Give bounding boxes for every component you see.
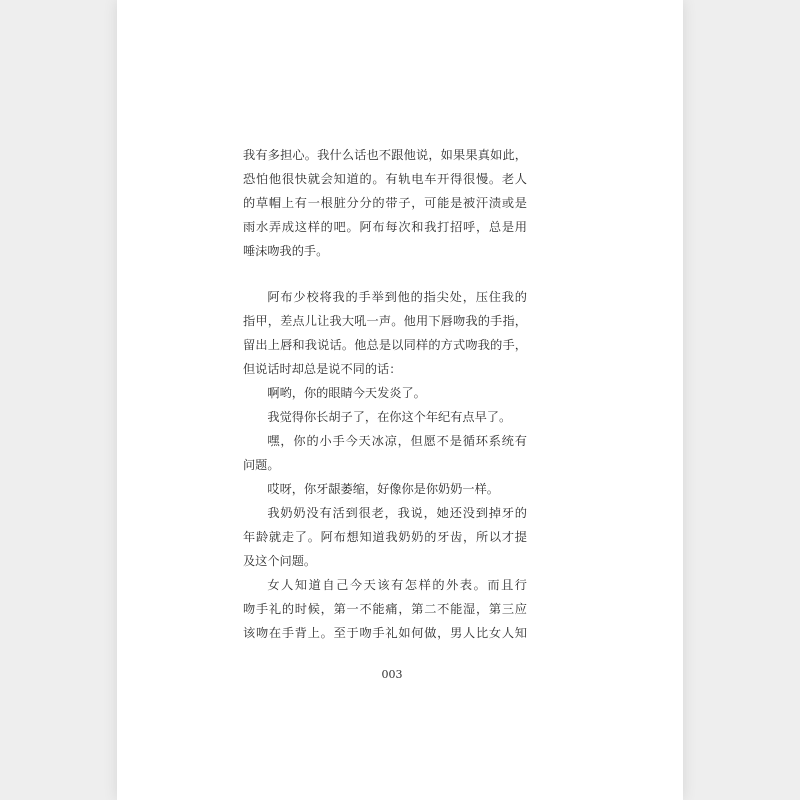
text-line: 我觉得你长胡子了，在你这个年纪有点早了。 [267,410,512,424]
text-line: 问题。 [243,458,280,472]
text-line: 嘿，你的小手今天冰凉，但愿不是循环系统有 [267,434,527,448]
text-line: 阿布少校将我的手举到他的指尖处，压住我的 [267,290,527,304]
text-line: 哎呀，你牙龈萎缩，好像你是你奶奶一样。 [267,482,499,496]
text-line: 指甲，差点儿让我大吼一声。他用下唇吻我的手指， [243,314,527,328]
text-line: 唾沫吻我的手。 [243,244,329,258]
text-line: 啊哟，你的眼睛今天发炎了。 [267,386,426,400]
book-page [117,0,683,800]
text-line: 的草帽上有一根脏分分的带子，可能是被汗渍或是 [243,196,527,210]
text-line: 吻手礼的时候，第一不能痛，第二不能湿，第三应 [243,602,527,616]
page-number: 003 [381,668,403,681]
paragraph [243,477,527,501]
text-line: 我有多担心。我什么话也不跟他说，如果果真如此， [243,148,527,162]
paragraph [243,285,527,381]
paragraph [243,381,527,405]
text-line: 雨水弄成这样的吧。阿布每次和我打招呼，总是用 [243,220,527,234]
paragraph [243,429,527,477]
paragraph [243,501,527,573]
text-line: 留出上唇和我说话。他总是以同样的方式吻我的手， [243,338,527,352]
text-line: 及这个问题。 [243,554,317,568]
paragraph [243,143,527,263]
text-body [243,143,527,645]
text-line: 年龄就走了。阿布想知道我奶奶的牙齿，所以才提 [243,530,527,544]
text-line: 恐怕他很快就会知道的。有轨电车开得很慢。老人 [243,172,527,186]
text-line: 我奶奶没有活到很老，我说，她还没到掉牙的 [267,506,527,520]
paragraph [243,405,527,429]
paragraph [243,573,527,645]
text-line: 女人知道自己今天该有怎样的外表。而且行 [267,578,527,592]
text-line: 该吻在手背上。至于吻手礼如何做，男人比女人知 [243,626,527,640]
text-line: 但说话时却总是说不同的话： [243,362,402,376]
